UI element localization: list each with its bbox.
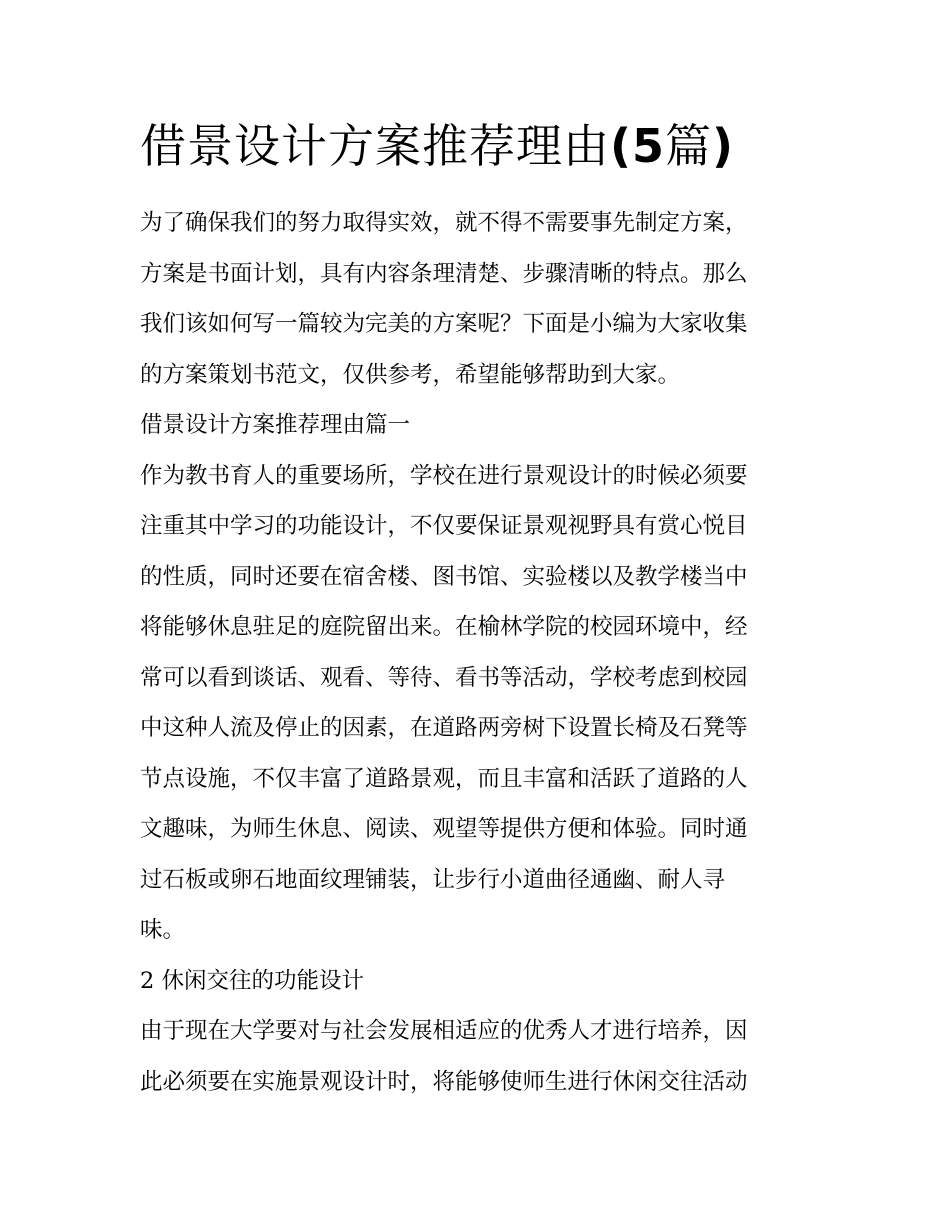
body-paragraph [140,451,820,956]
text-line: 的方案策划书范文，仅供参考，希望能够帮助到大家。 [140,361,681,388]
intro-paragraph [140,198,820,400]
text-line: 此必须要在实施景观设计时，将能够使师生进行休闲交往活动 [140,1068,748,1095]
title-main: 借景设计方案推荐理由 [140,119,610,173]
text-line: 的性质，同时还要在宿舍楼、图书馆、实验楼以及教学楼当中 [140,563,748,590]
title-number: 5 [632,119,666,173]
text-line: 为了确保我们的努力取得实效，就不得不需要事先制定方案， [140,210,748,236]
text-line: 文趣味，为师生休息、阅读、观望等提供方便和体验。同时通 [140,816,748,842]
text-line: 注重其中学习的功能设计，不仅要保证景观视野具有赏心悦目 [140,513,748,539]
text-line: 中这种人流及停止的因素，在道路两旁树下设置长椅及石凳等 [140,715,748,741]
text-line: 我们该如何写一篇较为完美的方案呢？下面是小编为大家收集 [140,311,748,337]
text-line: 将能够休息驻足的庭院留出来。在榆林学院的校园环境中，经 [140,614,748,640]
text-line: 由于现在大学要对与社会发展相适应的优秀人才进行培养，因 [140,1018,748,1044]
section-heading: 借景设计方案推荐理由篇一 [140,412,411,438]
document-content [140,110,820,1107]
text-line: 过石板或卵石地面纹理铺装，让步行小道曲径通幽、耐人寻 [140,866,726,893]
text-line: 常可以看到谈话、观看、等待、看书等活动，学校考虑到校园 [140,664,748,691]
title-paren-close: ) [712,119,735,173]
title-suffix: 篇 [665,119,713,173]
text-line: 味。 [140,917,186,943]
text-line: 作为教书育人的重要场所，学校在进行景观设计的时候必须要 [140,462,748,489]
tail-paragraph [140,1006,820,1107]
text-line: 方案是书面计划，具有内容条理清楚、步骤清晰的特点。那么 [140,260,748,287]
text-line: 节点设施，不仅丰富了道路景观，而且丰富和活跃了道路的人 [140,765,748,792]
document-title [140,110,820,182]
subheading: 2 休闲交往的功能设计 [140,967,364,994]
title-paren-open: ( [610,119,633,173]
